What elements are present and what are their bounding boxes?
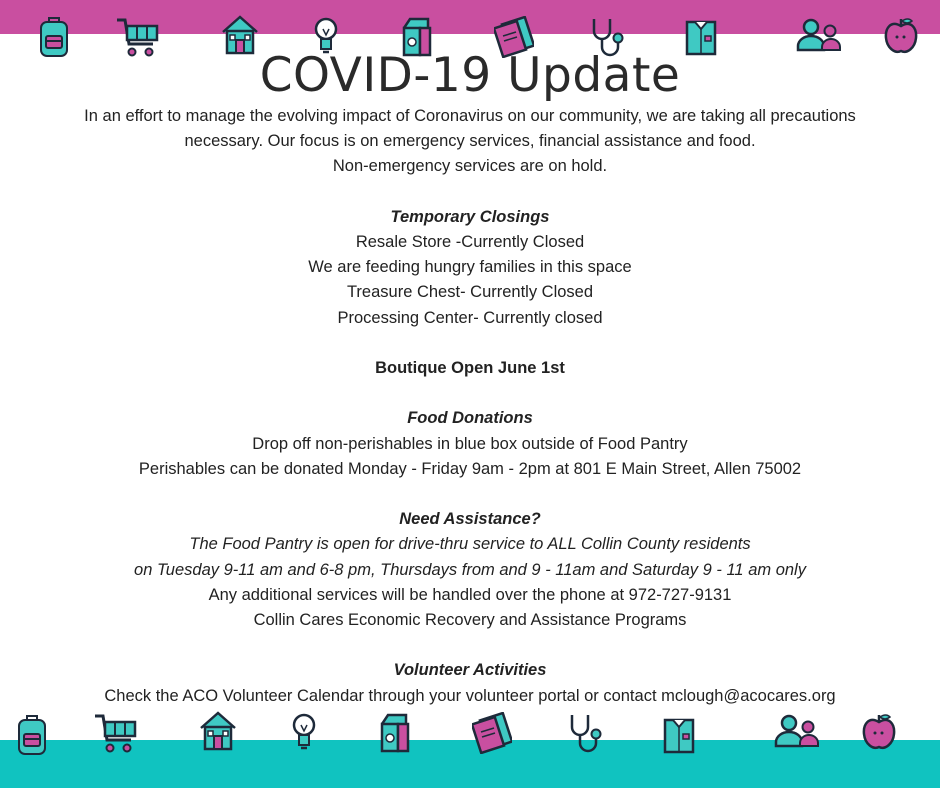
assistance-line: Any additional services will be handled over the phone at 972-727-9131 (208, 585, 732, 604)
backpack-icon (14, 712, 50, 758)
intro-line: necessary. Our focus is on emergency services, financial assistance and food. (184, 132, 756, 151)
closings-line: We are feeding hungry families in this space (308, 258, 632, 277)
intro-line: In an effort to manage the evolving impact of Coronavirus on our community, we are taking all precautions (84, 107, 856, 125)
stethoscope-icon (568, 712, 604, 754)
closings-line: Treasure Chest- Currently Closed (346, 283, 594, 302)
announcement-body (0, 104, 940, 709)
shirt-icon (662, 716, 696, 754)
lightbulb-icon (291, 712, 317, 752)
assistance-italic-line: on Tuesday 9-11 am and 6-8 pm, Thursdays from and 9 - 11am and Saturday 9 - 11 am only (134, 560, 806, 579)
boutique-notice: Boutique Open June 1st (375, 359, 565, 377)
page-title: COVID-19 Update (259, 48, 681, 103)
closings-heading: Temporary Closings (390, 207, 550, 226)
assistance-heading: Need Assistance? (399, 510, 541, 529)
people-icon (774, 714, 820, 748)
volunteer-heading: Volunteer Activities (393, 661, 547, 680)
donations-line: Perishables can be donated Monday - Friday 9am - 2pm at 801 E Main Street, Allen 75002 (138, 459, 802, 478)
donations-heading: Food Donations (407, 409, 533, 428)
donations-line: Drop off non-perishables in blue box outside of Food Pantry (252, 434, 688, 453)
shopping-cart-icon (93, 712, 139, 754)
intro-line: Non-emergency services are on hold. (332, 157, 608, 176)
apple-icon (861, 712, 897, 752)
closings-line: Processing Center- Currently closed (337, 308, 603, 327)
assistance-line: Collin Cares Economic Recovery and Assistance Programs (253, 611, 687, 629)
notebook-icon (472, 712, 512, 754)
closings-line: Resale Store -Currently Closed (355, 233, 585, 251)
assistance-italic-line: The Food Pantry is open for drive-thru service to ALL Collin County residents (189, 535, 751, 554)
milk-carton-icon (376, 712, 412, 754)
house-icon (198, 710, 238, 752)
volunteer-line: Check the ACO Volunteer Calendar through your volunteer portal or contact mclough@acocares.org (104, 686, 836, 705)
